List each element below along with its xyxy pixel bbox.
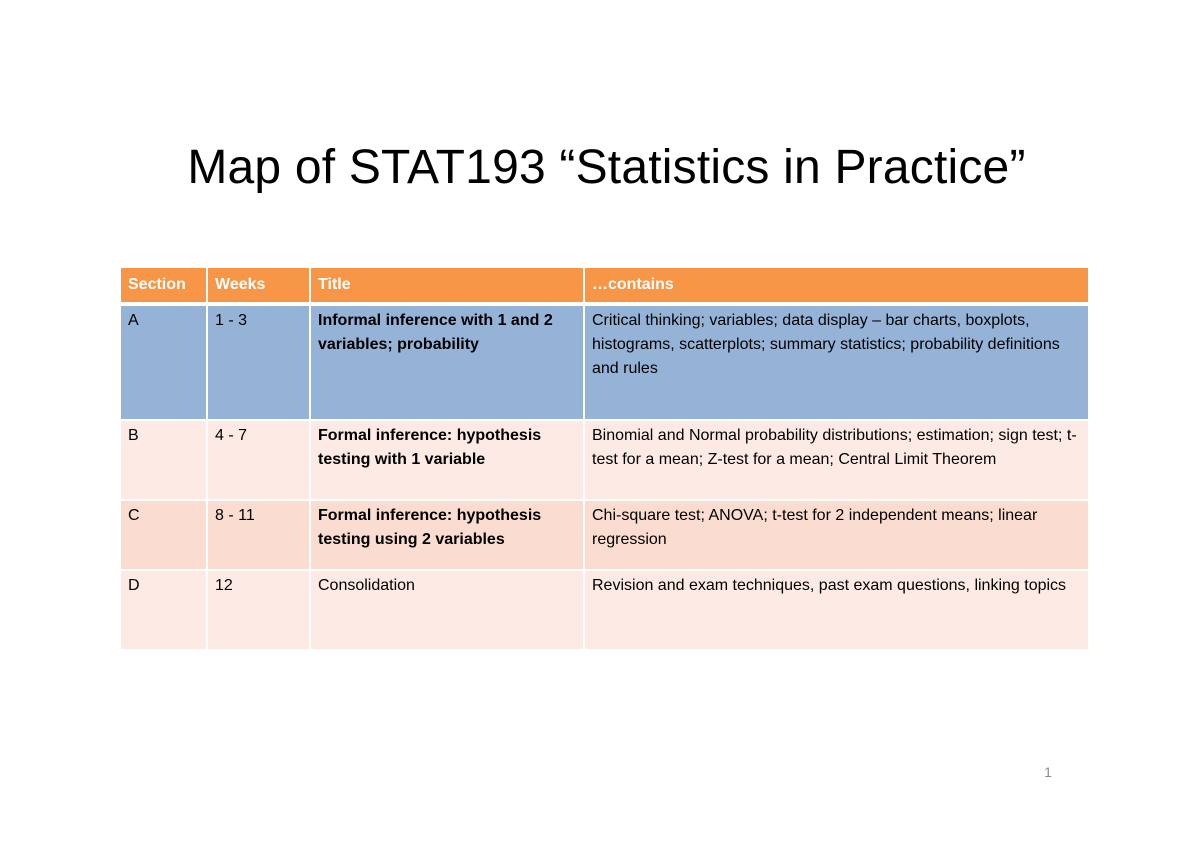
section-cell: B bbox=[121, 421, 208, 501]
table-row bbox=[121, 501, 1088, 571]
weeks-cell: 4 - 7 bbox=[208, 421, 311, 501]
section-cell: C bbox=[121, 501, 208, 571]
contains-cell: Revision and exam techniques, past exam questions, linking topics bbox=[585, 571, 1088, 651]
course-map-table bbox=[121, 268, 1088, 651]
table-row bbox=[121, 571, 1088, 651]
contains-cell: Critical thinking; variables; data display – bar charts, boxplots, histograms, scatterplots; summary statistics; probability definitions and rules bbox=[585, 306, 1088, 421]
contains-cell: Chi-square test; ANOVA; t-test for 2 independent means; linear regression bbox=[585, 501, 1088, 571]
contains-cell: Binomial and Normal probability distributions; estimation; sign test; t-test for a mean; Z-test for a mean; Central Limit Theorem bbox=[585, 421, 1088, 501]
title-cell: Informal inference with 1 and 2 variables; probability bbox=[311, 306, 585, 421]
title-cell: Formal inference: hypothesis testing with 1 variable bbox=[311, 421, 585, 501]
section-cell: A bbox=[121, 306, 208, 421]
title-cell: Formal inference: hypothesis testing using 2 variables bbox=[311, 501, 585, 571]
header-title: Title bbox=[311, 268, 585, 306]
section-cell: D bbox=[121, 571, 208, 651]
table-row bbox=[121, 421, 1088, 501]
slide-title: Map of STAT193 “Statistics in Practice” bbox=[187, 141, 1026, 194]
table-header-row bbox=[121, 268, 1088, 306]
header-weeks: Weeks bbox=[208, 268, 311, 306]
weeks-cell: 1 - 3 bbox=[208, 306, 311, 421]
page-number: 1 bbox=[1044, 764, 1052, 780]
weeks-cell: 12 bbox=[208, 571, 311, 651]
weeks-cell: 8 - 11 bbox=[208, 501, 311, 571]
title-cell: Consolidation bbox=[311, 571, 585, 651]
table-row bbox=[121, 306, 1088, 421]
header-contains: …contains bbox=[585, 268, 1088, 306]
header-section: Section bbox=[121, 268, 208, 306]
